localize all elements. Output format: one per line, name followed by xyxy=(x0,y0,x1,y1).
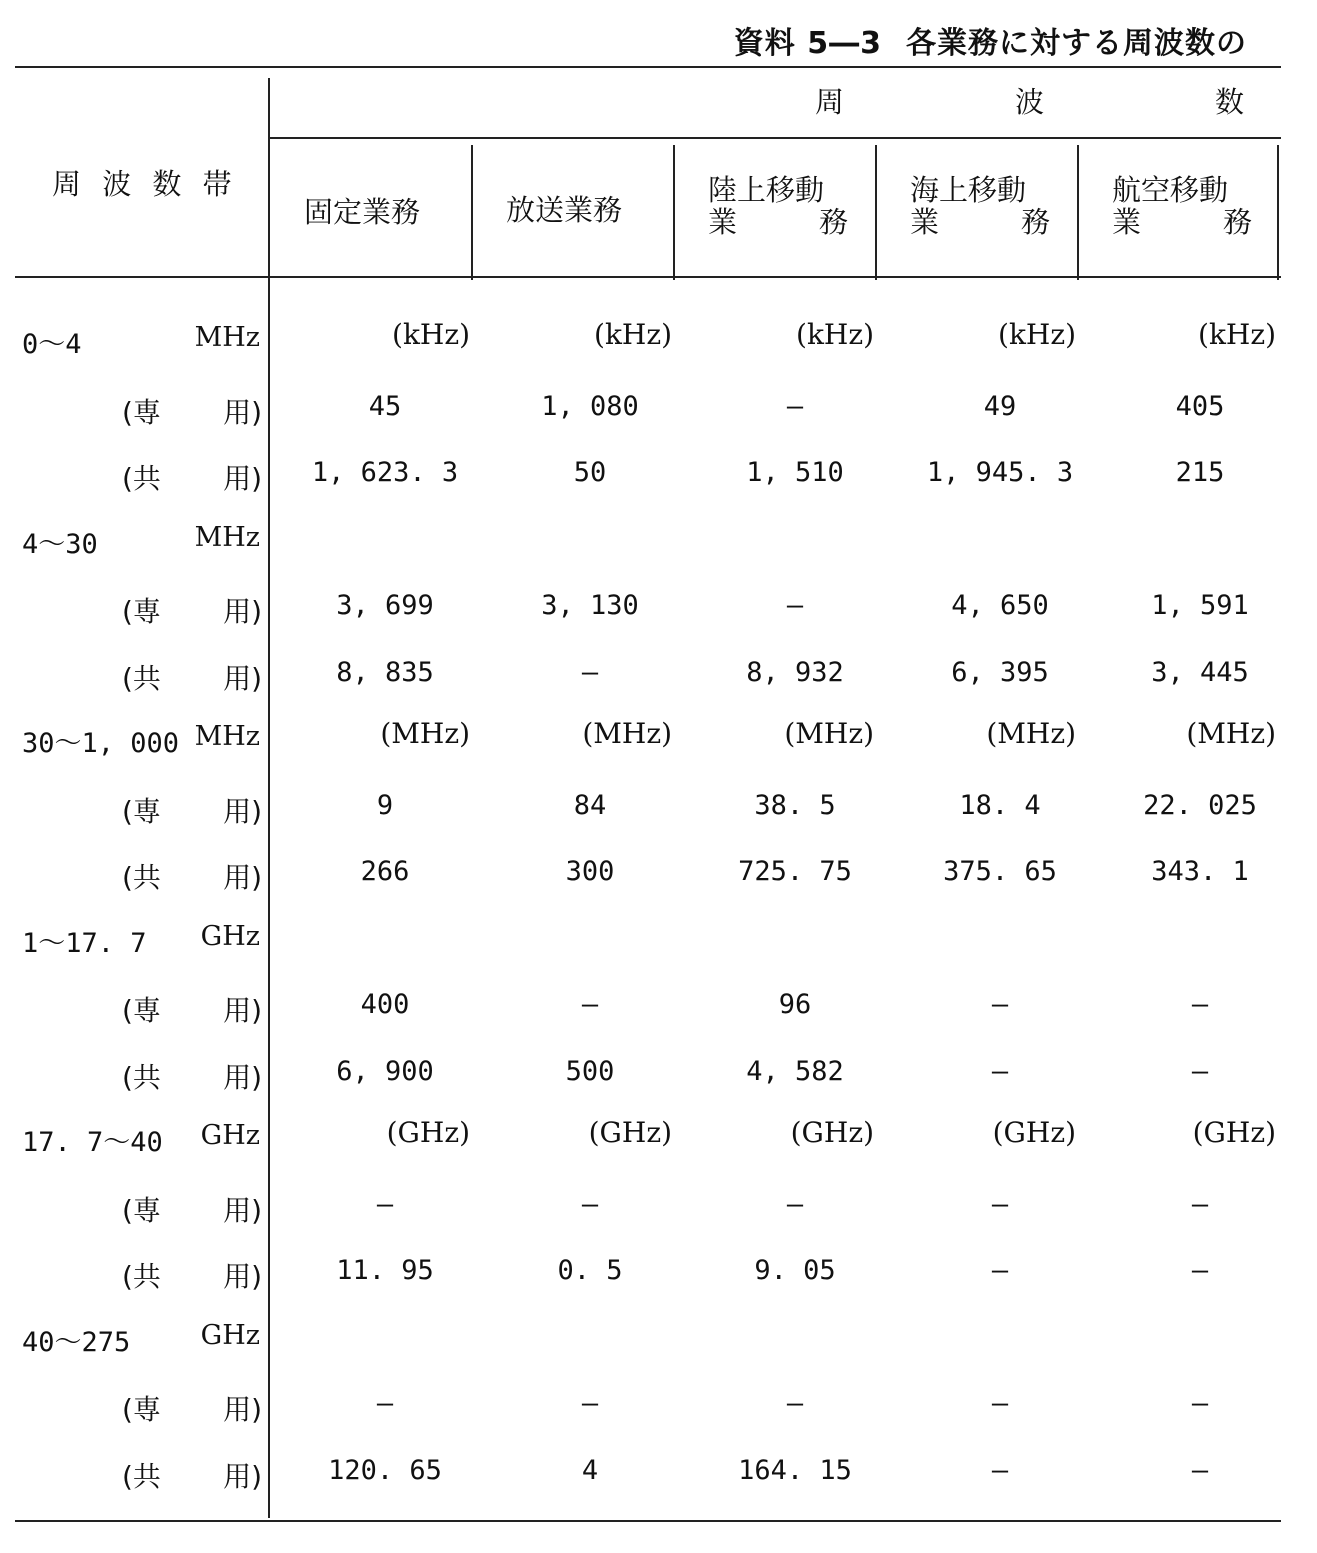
dedicated-label xyxy=(122,1189,262,1229)
column-unit-label: (kHz) xyxy=(796,318,874,351)
shared-label xyxy=(122,457,262,497)
shared-label-part2: 用) xyxy=(223,861,262,894)
column-header-maritime-mobile-char2: 務 xyxy=(1020,205,1050,239)
table-bottom-rule xyxy=(15,1520,1281,1522)
shared-label xyxy=(122,1056,262,1096)
table-cell: 1, 945. 3 xyxy=(926,457,1074,488)
dedicated-label-part1: (専 xyxy=(122,395,161,429)
shared-label-part2: 用) xyxy=(223,661,262,695)
dedicated-label-part1: (専 xyxy=(122,595,161,628)
table-cell: 9 xyxy=(376,789,394,821)
table-cell: 45 xyxy=(368,390,402,422)
table-cell: ― xyxy=(991,1188,1009,1220)
shared-label-part2: 用) xyxy=(223,1060,262,1094)
dedicated-label xyxy=(122,790,262,830)
table-cell: 1, 510 xyxy=(746,457,844,488)
band-header: 周 波 数 帯 xyxy=(52,167,238,201)
column-header-aeronautical-mobile-line1: 航空移動 xyxy=(1112,173,1229,207)
table-cell: 6, 395 xyxy=(951,656,1049,688)
column-unit-label: (MHz) xyxy=(784,717,874,750)
table-cell: ― xyxy=(991,1055,1009,1087)
band-label xyxy=(22,322,260,361)
column-header-aeronautical-mobile xyxy=(1112,174,1252,238)
band-range: 17. 7～40 xyxy=(22,1127,163,1158)
dedicated-label-part1: (専 xyxy=(122,994,161,1027)
band-column-divider xyxy=(268,78,270,1518)
header-spanning-rule xyxy=(270,137,1281,139)
band-unit: MHz xyxy=(194,721,260,752)
band-unit: MHz xyxy=(194,521,260,553)
dedicated-label xyxy=(122,1388,262,1428)
column-unit-label: (MHz) xyxy=(582,717,672,750)
table-cell: 3, 130 xyxy=(541,590,639,621)
dedicated-label-part2: 用) xyxy=(223,794,262,828)
band-range: 40～275 xyxy=(22,1326,131,1358)
spanning-header-char-3: 数 xyxy=(1215,85,1245,119)
column-unit-label: (MHz) xyxy=(380,717,470,750)
column-header-land-mobile-char2: 務 xyxy=(818,205,848,239)
spanning-header-char-2: 波 xyxy=(1015,85,1045,119)
shared-label-part1: (共 xyxy=(122,462,161,495)
header-divider-3 xyxy=(875,145,877,280)
column-header-maritime-mobile-line1: 海上移動 xyxy=(910,173,1027,207)
table-cell: 500 xyxy=(565,1055,615,1087)
table-cell: 4, 582 xyxy=(746,1055,844,1087)
band-range: 1～17. 7 xyxy=(22,927,147,959)
table-cell: 1, 623. 3 xyxy=(311,457,459,488)
shared-label-part2: 用) xyxy=(223,462,262,495)
header-divider-1 xyxy=(471,145,473,280)
column-header-maritime-mobile-char1: 業 xyxy=(910,205,940,239)
table-cell: ― xyxy=(991,989,1009,1020)
table-cell: 1, 080 xyxy=(541,390,639,422)
table-cell: ― xyxy=(991,1388,1009,1419)
table-cell: ― xyxy=(786,590,804,621)
column-unit-label: (kHz) xyxy=(594,318,672,351)
shared-label xyxy=(122,856,262,896)
table-cell: 18. 4 xyxy=(959,789,1041,821)
shared-label-part2: 用) xyxy=(223,1260,262,1293)
column-header-fixed: 固定業務 xyxy=(304,195,421,229)
band-range: 0～4 xyxy=(22,329,82,360)
dedicated-label xyxy=(122,989,262,1029)
band-label xyxy=(22,1320,260,1359)
table-cell: 405 xyxy=(1175,390,1225,422)
dedicated-label-part1: (専 xyxy=(122,1393,161,1426)
shared-label xyxy=(122,657,262,697)
table-cell: 400 xyxy=(360,989,410,1020)
column-header-broadcast: 放送業務 xyxy=(506,193,623,227)
table-cell: 50 xyxy=(573,457,607,488)
title-text: 各業務に対する周波数の xyxy=(906,26,1247,61)
table-cell: ― xyxy=(581,1188,599,1220)
band-label xyxy=(22,721,260,760)
dedicated-label-part1: (専 xyxy=(122,794,161,828)
column-unit-label: (GHz) xyxy=(1192,1116,1276,1149)
table-cell: 725. 75 xyxy=(738,856,852,887)
table-cell: 38. 5 xyxy=(754,789,836,821)
band-unit: GHz xyxy=(200,920,260,952)
shared-label-part1: (共 xyxy=(122,1260,161,1293)
band-unit: GHz xyxy=(200,1319,260,1351)
table-cell: 343. 1 xyxy=(1151,856,1249,887)
title-label: 資料 5―3 xyxy=(733,26,882,61)
band-unit: GHz xyxy=(200,1120,260,1151)
dedicated-label-part2: 用) xyxy=(223,1193,262,1227)
table-cell: 120. 65 xyxy=(328,1454,442,1486)
table-cell: 3, 445 xyxy=(1151,656,1249,688)
dedicated-label xyxy=(122,590,262,630)
column-unit-label: (GHz) xyxy=(992,1116,1076,1149)
table-cell: ― xyxy=(1191,1454,1209,1486)
header-divider-4 xyxy=(1077,145,1079,280)
dedicated-label-part2: 用) xyxy=(223,994,262,1027)
dedicated-label xyxy=(122,391,262,431)
page-title xyxy=(734,18,1247,62)
column-header-land-mobile xyxy=(708,174,848,238)
table-cell: 266 xyxy=(360,856,410,887)
header-divider-5 xyxy=(1277,145,1279,280)
table-cell: ― xyxy=(1191,1188,1209,1220)
column-header-aeronautical-mobile-char2: 務 xyxy=(1222,205,1252,239)
table-cell: 215 xyxy=(1175,457,1225,488)
table-cell: 9. 05 xyxy=(754,1255,836,1286)
column-header-maritime-mobile xyxy=(910,174,1050,238)
dedicated-label-part2: 用) xyxy=(223,1393,262,1426)
header-divider-2 xyxy=(673,145,675,280)
band-range: 4～30 xyxy=(22,528,98,560)
shared-label-part1: (共 xyxy=(122,661,161,695)
band-label xyxy=(22,522,260,561)
table-cell: 96 xyxy=(778,989,812,1020)
band-label xyxy=(22,1120,260,1159)
column-unit-label: (GHz) xyxy=(588,1116,672,1149)
table-cell: ― xyxy=(581,1388,599,1419)
shared-label-part1: (共 xyxy=(122,861,161,894)
table-cell: ― xyxy=(1191,1055,1209,1087)
table-cell: 22. 025 xyxy=(1143,789,1257,821)
column-unit-label: (kHz) xyxy=(392,318,470,351)
table-cell: 4, 650 xyxy=(951,590,1049,621)
header-bottom-rule xyxy=(15,276,1281,278)
table-cell: ― xyxy=(376,1388,394,1419)
shared-label-part2: 用) xyxy=(223,1459,262,1493)
spanning-header-char-1: 周 xyxy=(815,85,845,119)
table-cell: 8, 835 xyxy=(336,656,434,688)
table-cell: 1, 591 xyxy=(1151,590,1249,621)
dedicated-label-part1: (専 xyxy=(122,1193,161,1227)
table-cell: 375. 65 xyxy=(943,856,1057,887)
table-cell: 0. 5 xyxy=(557,1255,623,1286)
table-cell: 3, 699 xyxy=(336,590,434,621)
column-unit-label: (kHz) xyxy=(1198,318,1276,351)
table-cell: 164. 15 xyxy=(738,1454,852,1486)
table-cell: ― xyxy=(1191,1255,1209,1286)
table-cell: ― xyxy=(786,1388,804,1419)
dedicated-label-part2: 用) xyxy=(223,395,262,429)
table-cell: 84 xyxy=(573,789,607,821)
table-cell: ― xyxy=(581,656,599,688)
table-cell: ― xyxy=(376,1188,394,1220)
band-label xyxy=(22,921,260,960)
table-cell: 49 xyxy=(983,390,1017,422)
column-unit-label: (MHz) xyxy=(986,717,1076,750)
table-cell: ― xyxy=(1191,989,1209,1020)
shared-label xyxy=(122,1255,262,1295)
column-unit-label: (GHz) xyxy=(790,1116,874,1149)
column-unit-label: (kHz) xyxy=(998,318,1076,351)
table-cell: 300 xyxy=(565,856,615,887)
table-top-rule xyxy=(15,66,1281,68)
dedicated-label-part2: 用) xyxy=(223,595,262,628)
table-cell: 6, 900 xyxy=(336,1055,434,1087)
column-unit-label: (GHz) xyxy=(386,1116,470,1149)
column-header-land-mobile-line1: 陸上移動 xyxy=(708,173,825,207)
shared-label-part1: (共 xyxy=(122,1060,161,1094)
table-cell: 4 xyxy=(581,1454,599,1486)
band-unit: MHz xyxy=(194,322,260,353)
table-cell: ― xyxy=(991,1454,1009,1486)
column-header-aeronautical-mobile-char1: 業 xyxy=(1112,205,1142,239)
table-cell: ― xyxy=(991,1255,1009,1286)
table-cell: ― xyxy=(1191,1388,1209,1419)
shared-label-part1: (共 xyxy=(122,1459,161,1493)
band-range: 30～1, 000 xyxy=(22,728,180,759)
column-unit-label: (MHz) xyxy=(1186,717,1276,750)
shared-label xyxy=(122,1455,262,1495)
table-cell: 8, 932 xyxy=(746,656,844,688)
table-cell: 11. 95 xyxy=(336,1255,434,1286)
table-cell: ― xyxy=(581,989,599,1020)
table-cell: ― xyxy=(786,390,804,422)
column-header-land-mobile-char1: 業 xyxy=(708,205,738,239)
table-cell: ― xyxy=(786,1188,804,1220)
